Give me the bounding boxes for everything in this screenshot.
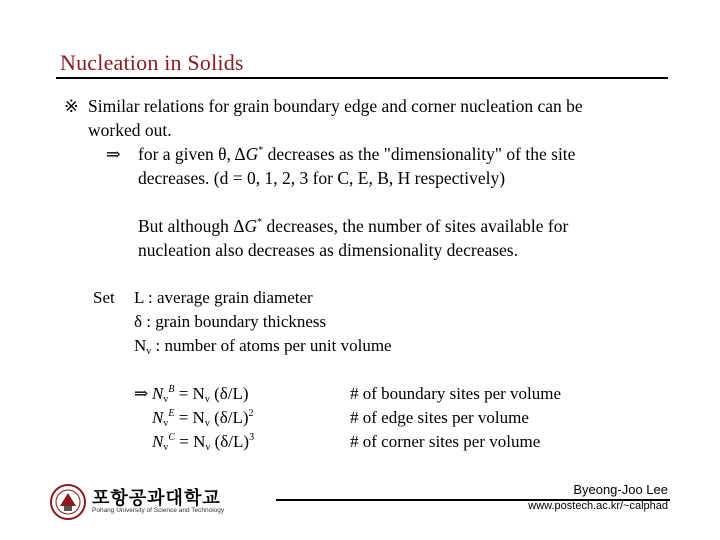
- text-line-2: worked out.: [88, 120, 172, 140]
- definition-grain-diameter: L : average grain diameter: [134, 288, 313, 307]
- author-name: Byeong-Joo Lee: [573, 482, 668, 497]
- title-divider: [56, 77, 668, 79]
- description-boundary-sites: # of boundary sites per volume: [350, 384, 562, 403]
- text-line-3: for a given θ, ΔG* decreases as the "dimensionality" of the site: [138, 144, 576, 164]
- website-link[interactable]: www.postech.ac.kr/~calphad: [528, 500, 668, 512]
- note-mark: ※: [64, 96, 79, 116]
- equation-boundary: $N_v^B = N_v$ (δ/L): [152, 384, 249, 405]
- text-line-4: decreases. (d = 0, 1, 2, 3 for C, E, B, H respectively): [138, 168, 506, 188]
- slide-title: Nucleation in Solids: [60, 50, 244, 75]
- equation-edge: $N_v^E = N_v$ $(\delta/L)^2$: [152, 408, 254, 429]
- description-corner-sites: # of corner sites per volume: [350, 432, 541, 451]
- equation-arrow: ⇒: [134, 384, 149, 403]
- equation-corner: $N_v^C = N_v$ $(\delta/L)^3$: [152, 432, 255, 453]
- university-name-english: Pohang University of Science and Technology: [92, 507, 225, 514]
- university-seal-logo: [50, 484, 86, 520]
- text-line-6: nucleation also decreases as dimensionality decreases.: [138, 240, 518, 260]
- definition-boundary-thickness: δ : grain boundary thickness: [134, 312, 327, 331]
- definition-atom-density: $N_v$ : number of atoms per unit volume: [134, 336, 392, 357]
- university-name-korean: 포항공과대학교: [92, 488, 221, 509]
- set-label: Set: [93, 288, 115, 307]
- text-line-1: Similar relations for grain boundary edge and corner nucleation can be: [88, 96, 583, 116]
- implies-arrow: ⇒: [106, 144, 121, 164]
- description-edge-sites: # of edge sites per volume: [350, 408, 529, 427]
- text-line-5: But although ΔG* decreases, the number of sites available for: [138, 216, 569, 236]
